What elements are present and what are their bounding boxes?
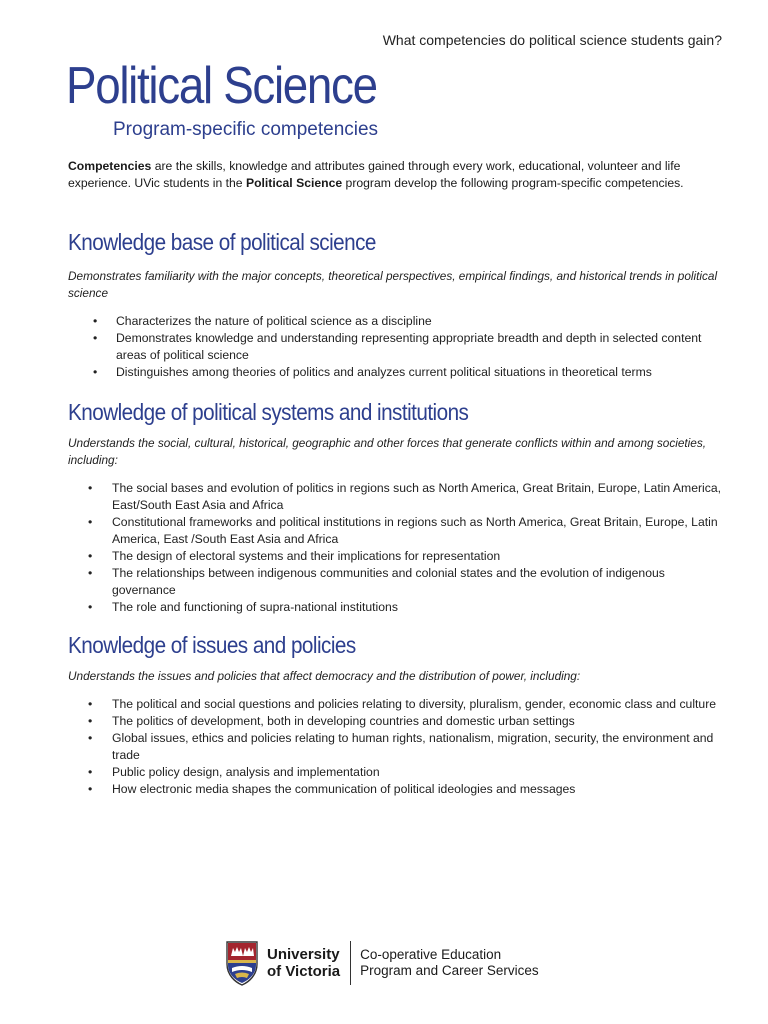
section-knowledge-base xyxy=(68,229,728,381)
list-item xyxy=(88,713,728,730)
section-heading: Knowledge of issues and policies xyxy=(68,632,356,658)
section-description: Understands the issues and policies that affect democracy and the distribution of power, including: xyxy=(68,669,581,683)
section-heading: Knowledge base of political science xyxy=(68,229,376,255)
list-item-text: Constitutional frameworks and political institutions in regions such as North America, Great Britain, Europe, Latin America, East /South East Asia and Africa xyxy=(112,515,718,546)
bullet-icon: • xyxy=(88,600,93,614)
list-item xyxy=(88,764,728,781)
list-item-text: The relationships between indigenous communities and colonial states and the evolution of indigenous governance xyxy=(112,566,665,597)
bullet-icon: • xyxy=(88,515,93,529)
list-item-text: Characterizes the nature of political science as a discipline xyxy=(116,314,432,328)
university-name-line2: of Victoria xyxy=(267,963,341,980)
list-item xyxy=(88,548,728,565)
service-name xyxy=(360,947,539,979)
bullet-icon: • xyxy=(88,714,93,728)
footer-logo xyxy=(225,938,539,988)
list-item xyxy=(88,781,728,798)
university-name-line1: University xyxy=(267,946,340,963)
list-item xyxy=(88,730,728,764)
list-item xyxy=(88,599,728,616)
bullet-icon: • xyxy=(88,481,93,495)
section-issues-policies xyxy=(68,632,728,798)
university-crest-icon xyxy=(225,940,259,986)
service-name-line2: Program and Career Services xyxy=(360,963,539,978)
bullet-icon: • xyxy=(88,549,93,563)
bullet-icon: • xyxy=(93,314,98,328)
list-item-text: Public policy design, analysis and implementation xyxy=(112,765,380,779)
service-name-line1: Co-operative Education xyxy=(360,947,502,962)
bullet-icon: • xyxy=(93,365,98,379)
list-item-text: The political and social questions and policies relating to diversity, pluralism, gender, economic class and culture xyxy=(112,697,717,711)
bullet-icon: • xyxy=(88,566,93,580)
list-item-text: The social bases and evolution of politics in regions such as North America, Great Britain, Europe, Latin America, East/South East Asia and Africa xyxy=(112,481,722,512)
section-political-systems xyxy=(68,399,728,616)
footer-divider xyxy=(350,941,351,985)
list-item xyxy=(88,514,728,548)
intro-text-2: program develop the following program-specific competencies. xyxy=(342,175,684,190)
header-question: What competencies do political science students gain? xyxy=(382,32,722,48)
intro-program: Political Science xyxy=(245,175,343,190)
intro-term: Competencies xyxy=(68,159,152,173)
bullet-icon: • xyxy=(88,782,93,796)
section-description: Understands the social, cultural, historical, geographic and other forces that generate conflicts within and among societies, including: xyxy=(68,436,707,467)
list-item xyxy=(93,330,728,364)
bullet-icon: • xyxy=(93,331,98,345)
list-item-text: How electronic media shapes the communication of political ideologies and messages xyxy=(112,782,576,796)
section-description: Demonstrates familiarity with the major concepts, theoretical perspectives, empirical findings, and historical trends in political science xyxy=(68,269,718,300)
list-item xyxy=(88,480,728,514)
bullet-icon: • xyxy=(88,731,93,745)
list-item-text: The role and functioning of supra-national institutions xyxy=(112,600,398,614)
university-name xyxy=(267,946,340,980)
competency-list xyxy=(93,313,728,381)
list-item-text: Demonstrates knowledge and understanding representing appropriate breadth and depth in selected content areas of political science xyxy=(116,331,702,362)
list-item-text: The politics of development, both in developing countries and domestic urban settings xyxy=(112,714,575,728)
list-item xyxy=(93,313,728,330)
list-item-text: Distinguishes among theories of politics and analyzes current political situations in theoretical terms xyxy=(116,365,652,379)
competency-list xyxy=(88,696,728,798)
list-item-text: The design of electoral systems and their implications for representation xyxy=(112,549,501,563)
list-item xyxy=(88,565,728,599)
list-item xyxy=(88,696,728,713)
list-item xyxy=(93,364,728,381)
bullet-icon: • xyxy=(88,697,93,711)
competency-list xyxy=(88,480,728,616)
bullet-icon: • xyxy=(88,765,93,779)
section-heading: Knowledge of political systems and institutions xyxy=(68,399,469,425)
intro-paragraph xyxy=(68,158,708,191)
intro-text-1: are the skills, knowledge and attributes gained through every work, educational, volunteer and life experience. UVic students in the xyxy=(68,159,681,190)
page-title: Political Science xyxy=(66,57,377,115)
page-subtitle: Program-specific competencies xyxy=(113,119,379,140)
list-item-text: Global issues, ethics and policies relating to human rights, nationalism, migration, security, the environment and trade xyxy=(112,731,714,762)
